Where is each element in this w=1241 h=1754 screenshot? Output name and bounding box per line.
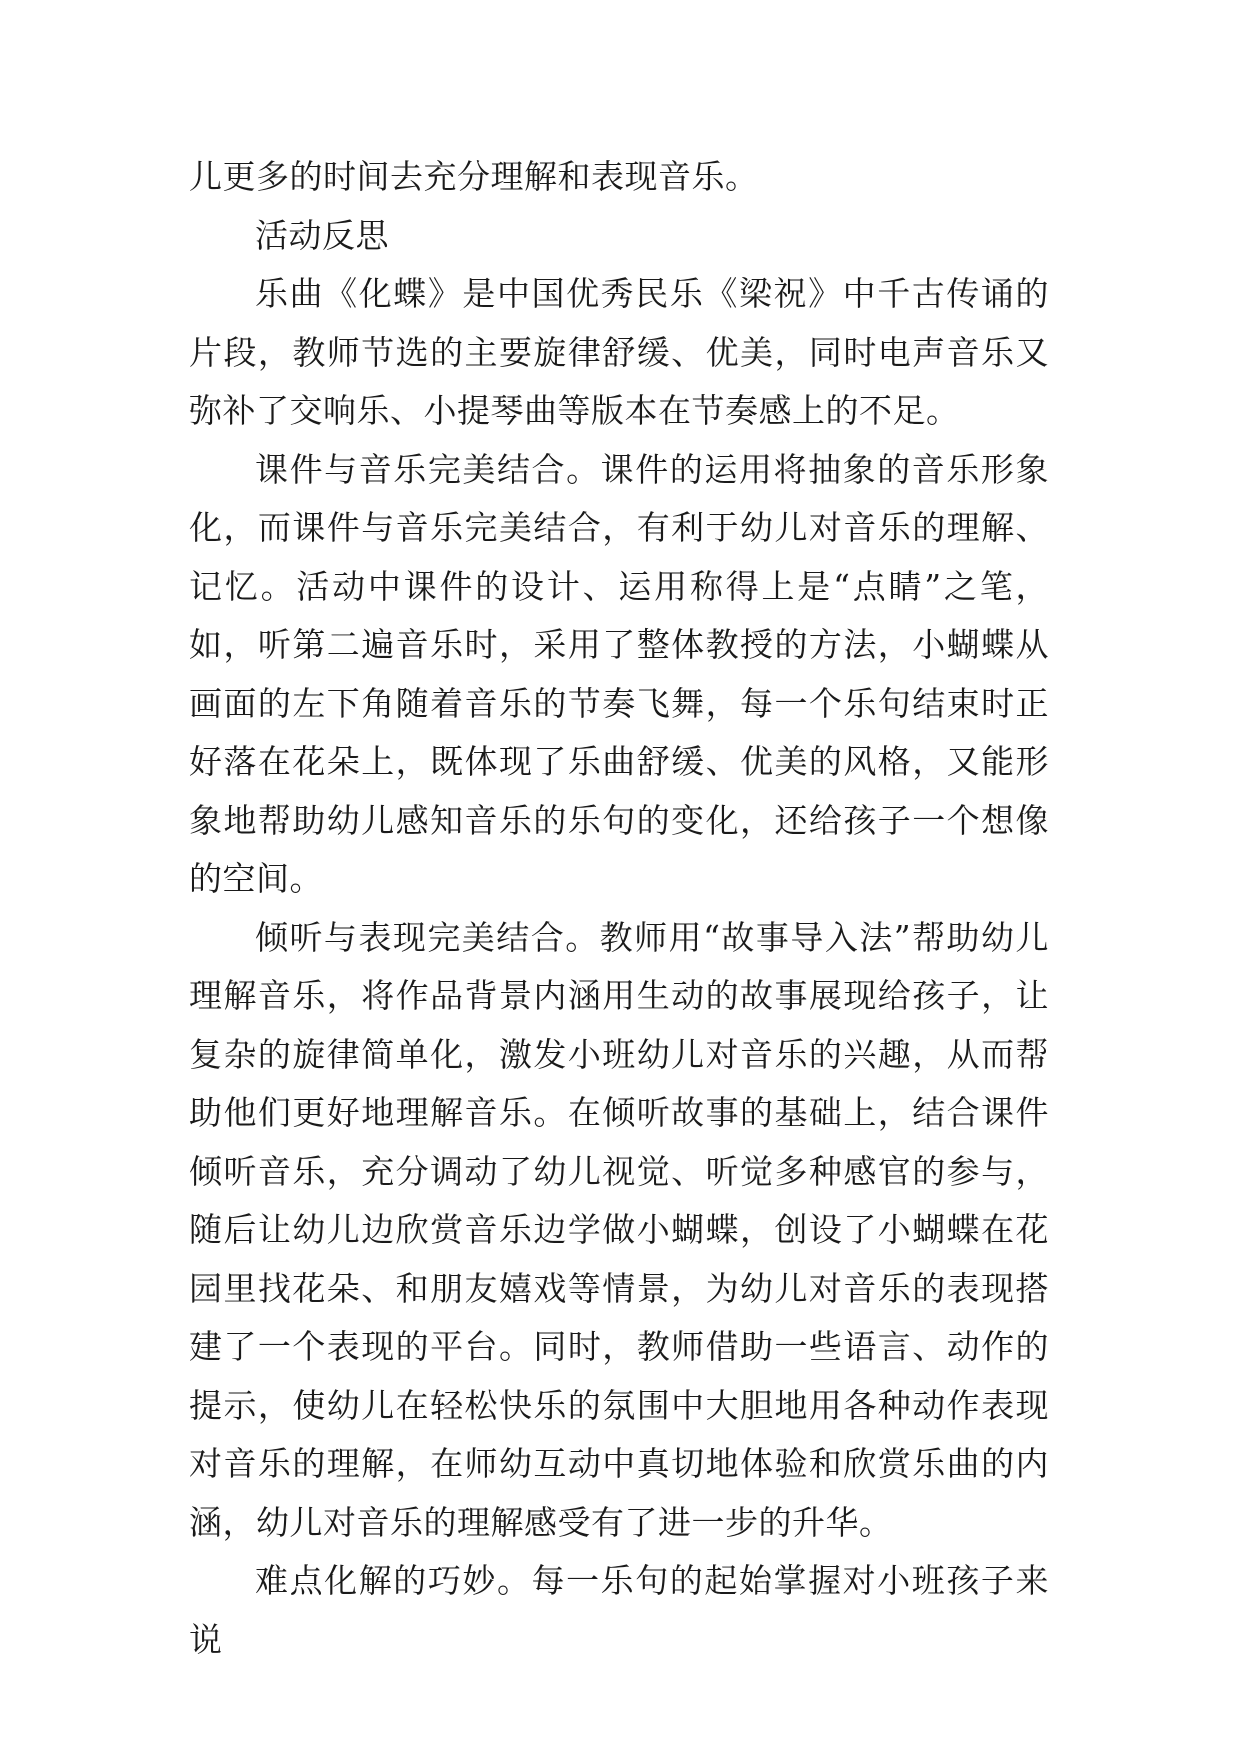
paragraph-courseware: 课件与音乐完美结合。课件的运用将抽象的音乐形象化，而课件与音乐完美结合，有利于幼儿对音乐的理解、记忆。活动中课件的设计、运用称得上是“点睛”之笔，如，听第二遍音乐时，采用了整体教授的方法，小蝴蝶从画面的左下角随着音乐的节奏飞舞，每一个乐句结束时正好落在花朵上，既体现了乐曲舒缓、优美的风格，又能形象地帮助幼儿感知音乐的乐句的变化，还给孩子一个想像的空间。 (189, 449, 1049, 898)
paragraph-intro: 乐曲《化蝶》是中国优秀民乐《梁祝》中千古传诵的片段，教师节选的主要旋律舒缓、优美，同时电声音乐又弥补了交响乐、小提琴曲等版本在节奏感上的不足。 (189, 274, 1049, 430)
document-body (189, 148, 1049, 1669)
paragraph-difficulty: 难点化解的巧妙。每一乐句的起始掌握对小班孩子来说 (189, 1561, 1049, 1659)
section-heading-reflection: 活动反思 (255, 215, 389, 255)
paragraph-continuation: 儿更多的时间去充分理解和表现音乐。 (189, 157, 759, 196)
paragraph-listening: 倾听与表现完美结合。教师用“故事导入法”帮助幼儿理解音乐，将作品背景内涵用生动的故事展现给孩子，让复杂的旋律简单化，激发小班幼儿对音乐的兴趣，从而帮助他们更好地理解音乐。在倾听故事的基础上，结合课件倾听音乐，充分调动了幼儿视觉、听觉多种感官的参与，随后让幼儿边欣赏音乐边学做小蝴蝶，创设了小蝴蝶在花园里找花朵、和朋友嬉戏等情景，为幼儿对音乐的表现搭建了一个表现的平台。同时，教师借助一些语言、动作的提示，使幼儿在轻松快乐的氛围中大胆地用各种动作表现对音乐的理解，在师幼互动中真切地体验和欣赏乐曲的内涵，幼儿对音乐的理解感受有了进一步的升华。 (189, 917, 1049, 1542)
